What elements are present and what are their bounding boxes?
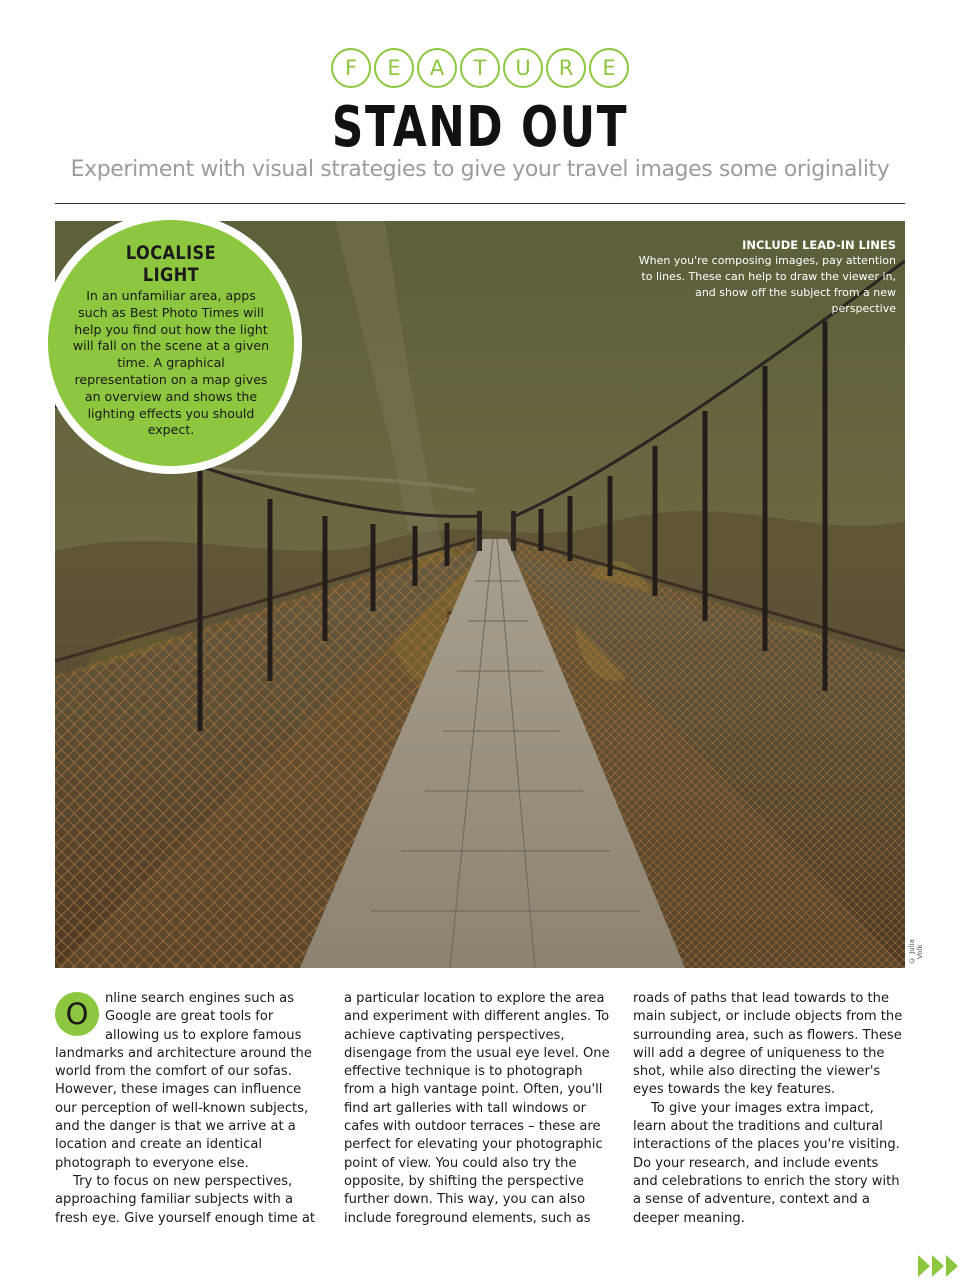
localise-light-box — [40, 212, 302, 474]
kicker-letter: E — [374, 48, 414, 88]
body-column-1 — [55, 990, 327, 1228]
continue-arrows-icon — [918, 1252, 960, 1280]
kicker-letter: U — [503, 48, 543, 88]
paragraph-text: nline search engines such as Google are great tools for allowing us to explore famous landmarks and architecture around the world from the comfort of our sofas. However, these images can influence our perception of well-known subjects, and the danger is that we arrive at a location and create an identical photograph to everyone else. — [55, 991, 312, 1171]
localise-light-circle — [48, 220, 294, 466]
header-divider — [55, 203, 905, 204]
caption-text: When you're composing images, pay attention to lines. These can help to draw the viewer in, and show off the subject from a new perspective — [638, 254, 896, 315]
photo-credit: © Julia Volk — [908, 939, 924, 965]
kicker-letter: A — [417, 48, 457, 88]
kicker-letter: T — [460, 48, 500, 88]
body-column-3 — [633, 990, 905, 1228]
paragraph: To give your images extra impact, learn about the traditions and cultural interactions of the places you're visiting. Do your research, and include events and celebrations to enrich the story with a sense of adventure, context and a deeper meaning. — [633, 1100, 900, 1226]
page-title: STAND OUT — [331, 95, 629, 160]
caption-title: INCLUDE LEAD-IN LINES — [742, 238, 896, 252]
paragraph: Try to focus on new perspectives, approaching familiar subjects with a fresh eye. Give yourself enough time at — [55, 1173, 316, 1226]
kicker-letter: R — [546, 48, 586, 88]
kicker-letter: E — [589, 48, 629, 88]
box-title-line2: LIGHT — [142, 264, 200, 286]
dropcap: O — [55, 992, 99, 1036]
lead-in-lines-caption — [636, 237, 896, 317]
feature-kicker — [0, 48, 960, 88]
paragraph: a particular location to explore the area and experiment with different angles. To achieve captivating perspectives, disengage from the usual eye level. One effective technique is to photograph from a high vantage point. Often, you'll find art galleries with tall windows or cafes with outdoor terraces – these are perfect for elevating your photographic point of view. You could also try the opposite, by shifting the perspective further down. This way, you can also include foreground elements, such as — [344, 991, 610, 1226]
box-title-line1: LOCALISE — [125, 242, 217, 264]
paragraph: roads of paths that lead towards to the main subject, or include objects from the surrounding area, such as flowers. These will add a degree of uniqueness to the shot, while also directing the viewer's eyes towards the key features. — [633, 991, 903, 1098]
page-subtitle: Experiment with visual strategies to give your travel images some originality — [70, 157, 890, 182]
box-text: In an unfamiliar area, apps such as Best Photo Times will help you find out how the light will fall on the scene at a given time. A graphical representation on a map gives an overview and shows the lighting effects you should expect. — [72, 288, 270, 438]
kicker-letter: F — [331, 48, 371, 88]
paragraph — [55, 990, 327, 1173]
body-column-2 — [344, 990, 616, 1228]
